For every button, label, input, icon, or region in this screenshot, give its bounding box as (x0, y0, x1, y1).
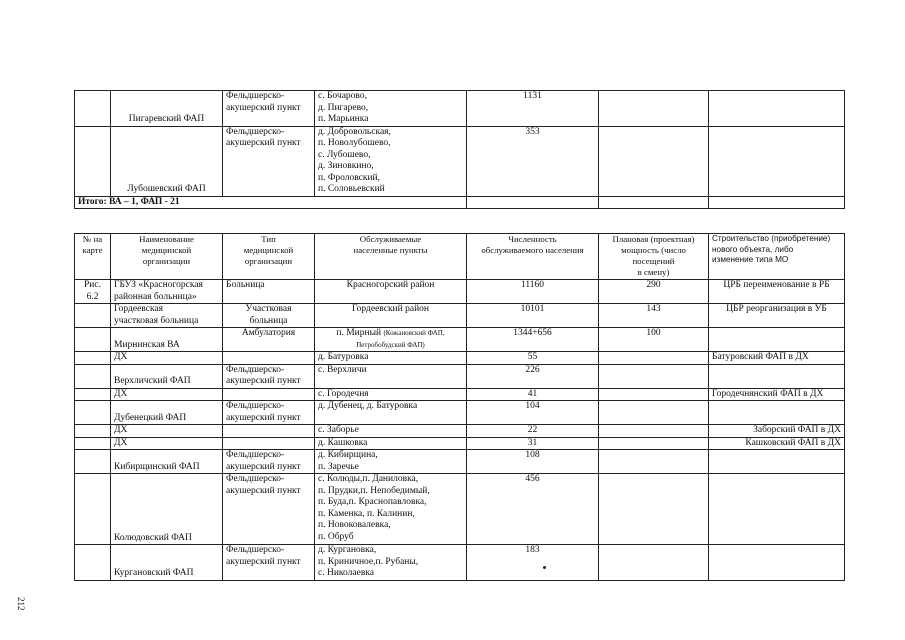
population: 226 (467, 364, 599, 388)
ink-dot (543, 566, 546, 569)
served-points: д. Кашковка (315, 437, 467, 450)
org-type: Больница (223, 280, 315, 304)
table-row (75, 388, 845, 401)
table-header-row (75, 234, 845, 280)
org-type: Участковая больница (223, 304, 315, 328)
org-name: ГБУЗ «Красногорская районная больница» (111, 280, 223, 304)
org-type: Фельдшерско- акушерский пункт (223, 401, 315, 425)
header-construction: Строительство (приобретение) нового объекта, либо изменение типа МО (709, 234, 845, 280)
header-capacity: Плановая (проектная) мощность (число посещений в смену) (599, 234, 709, 280)
table-row (75, 364, 845, 388)
org-name: ДХ (111, 425, 223, 438)
construction: Заборский ФАП в ДХ (709, 425, 845, 438)
capacity: 100 (599, 328, 709, 352)
org-name: ДХ (111, 388, 223, 401)
served-points: Гордеевский район (315, 304, 467, 328)
population: 31 (467, 437, 599, 450)
table-row (75, 126, 845, 196)
total-row (75, 196, 845, 209)
population: 108 (467, 450, 599, 474)
population: 10101 (467, 304, 599, 328)
served-points: с. Верхличи (315, 364, 467, 388)
served-points: д. Кургановка, п. Криничное,п. Рубаны, с. Николаевка (315, 545, 467, 581)
served-points: п. Мирный (336, 328, 382, 338)
header-name: Наименование медицинской организации (111, 234, 223, 280)
table-row (75, 474, 845, 545)
served-points: с. Заборье (315, 425, 467, 438)
org-name: Гордеевская участковая больница (111, 304, 223, 328)
capacity: 143 (599, 304, 709, 328)
org-type: Фельдшерско- акушерский пункт (223, 91, 315, 127)
header-type: Тип медицинской организации (223, 234, 315, 280)
population: 55 (467, 352, 599, 365)
population: 456 (467, 474, 599, 545)
org-name: Кургановский ФАП (111, 545, 223, 581)
org-name: ДХ (111, 437, 223, 450)
org-type: Фельдшерско- акушерский пункт (223, 545, 315, 581)
population: 1131 (467, 91, 599, 127)
table-row (75, 545, 845, 581)
org-name: Дубенецкий ФАП (111, 401, 223, 425)
population: 353 (467, 126, 599, 196)
construction: Батуровский ФАП в ДХ (709, 352, 845, 365)
table-row (75, 401, 845, 425)
organizations-table (74, 233, 845, 581)
table-row (75, 450, 845, 474)
served-points: с. Бочарово, д. Пигарево, п. Марьинка (315, 91, 467, 127)
population: 22 (467, 425, 599, 438)
served-points: д. Батуровка (315, 352, 467, 365)
table-row (75, 304, 845, 328)
population: 41 (467, 388, 599, 401)
construction: ЦРБ переименование в РБ (709, 280, 845, 304)
served-points: д. Дубенец, д. Батуровка (315, 401, 467, 425)
population: 183 (467, 545, 599, 581)
construction: ЦБР реорганизация в УБ (709, 304, 845, 328)
org-name: Кибирщинский ФАП (111, 450, 223, 474)
table-row (75, 328, 845, 352)
served-points: Красногорский район (315, 280, 467, 304)
construction: Кашковский ФАП в ДХ (709, 437, 845, 450)
org-name: Колюдовский ФАП (111, 474, 223, 545)
table-row (75, 425, 845, 438)
org-name: Пигаревский ФАП (111, 91, 223, 127)
org-name: Мирнинская ВА (111, 328, 223, 352)
continuation-table (74, 90, 845, 209)
map-number: Рис. 6.2 (75, 280, 111, 304)
table-row (75, 91, 845, 127)
header-num: № на карте (75, 234, 111, 280)
org-type: Фельдшерско- акушерский пункт (223, 450, 315, 474)
served-points: с. Городечня (315, 388, 467, 401)
served-points: д. Добровольская, п. Новолубошево, с. Лубошево, д. Зиновкино, п. Фроловский, п. Соловьевский (315, 126, 467, 196)
capacity: 290 (599, 280, 709, 304)
org-name: Верхличский ФАП (111, 364, 223, 388)
header-points: Обслуживаемые населенные пункты (315, 234, 467, 280)
org-type: Фельдшерско- акушерский пункт (223, 474, 315, 545)
total-label: Итого: ВА – 1, ФАП - 21 (75, 196, 467, 209)
table-row (75, 352, 845, 365)
org-type: Фельдшерско- акушерский пункт (223, 126, 315, 196)
population: 104 (467, 401, 599, 425)
org-name: Лубошевский ФАП (111, 126, 223, 196)
served-points: д. Кибирщина, п. Заречье (315, 450, 467, 474)
population: 1344+656 (467, 328, 599, 352)
construction: Городечнянский ФАП в ДХ (709, 388, 845, 401)
table-row (75, 437, 845, 450)
org-type: Амбулатория (223, 328, 315, 352)
served-points-cell (315, 328, 467, 352)
org-type: Фельдшерско- акушерский пункт (223, 364, 315, 388)
header-population: Численность обслуживаемого населения (467, 234, 599, 280)
population: 11160 (467, 280, 599, 304)
table-row (75, 280, 845, 304)
served-points-note: (Кожановский ФАП, Петробобудский ФАП) (356, 329, 445, 349)
served-points: с. Колюды,п. Даниловка, п. Прудки,п. Непобедимый, п. Буда,п. Краснопавловка, п. Каменка, п. Калинин, п. Новоковалевка, п. Обруб (315, 474, 467, 545)
page-number: 212 (16, 597, 26, 611)
org-name: ДХ (111, 352, 223, 365)
